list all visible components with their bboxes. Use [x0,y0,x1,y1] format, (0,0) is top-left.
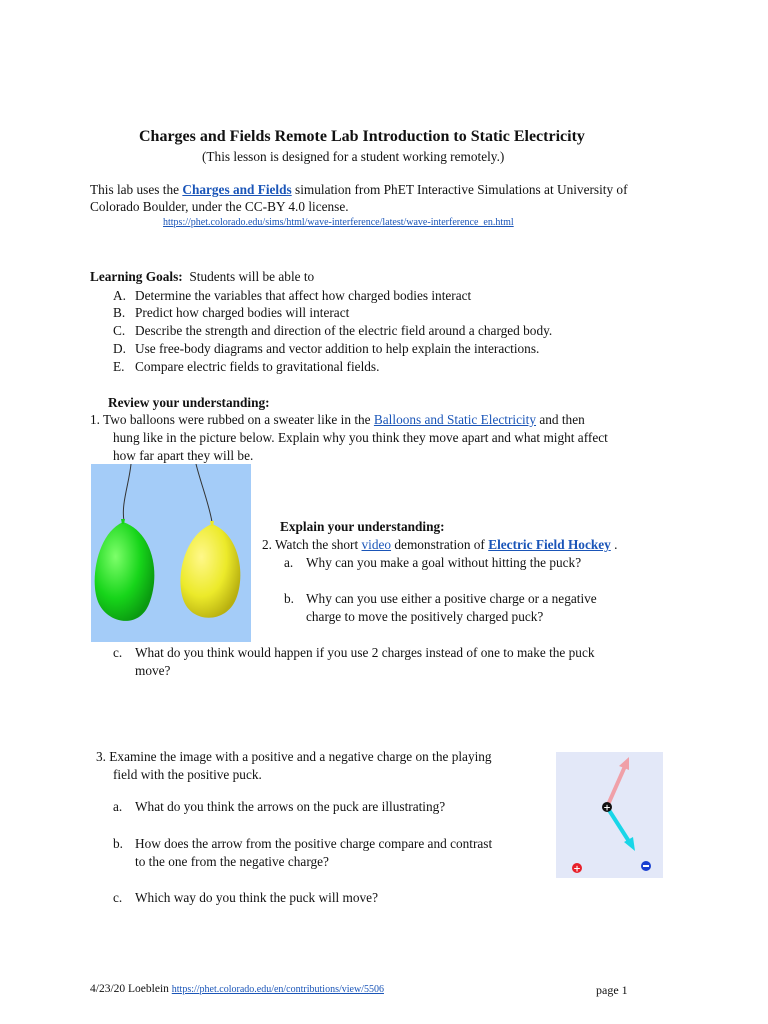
q3b-text: How does the arrow from the positive charge compare and contrast [135,836,493,851]
balloons-static-link[interactable]: Balloons and Static Electricity [373,412,537,427]
negative-charge-sign [643,865,649,867]
q2b-text: Why can you use either a positive charge or a negative [306,591,597,606]
question-3c [113,890,378,906]
question-2c [113,645,595,661]
question-1-line-2: hung like in the picture below. Explain why you think they move apart and what might affect [113,430,608,445]
goal-item [113,359,379,375]
intro-prefix: This lab uses the [90,182,180,197]
intro-line-1 [90,182,628,198]
field-hockey-image [556,752,663,878]
goal-marker: C. [113,323,126,338]
page-number: page 1 [596,983,628,997]
goal-text: Describe the strength and direction of the electric field around a charged body. [135,323,553,338]
question-3b [113,836,492,852]
balloons-image [91,464,251,642]
q1-suffix: and then [539,412,585,427]
footer-contribution-link[interactable]: https://phet.colorado.edu/en/contributions/view/5506 [171,984,384,995]
goal-text: Determine the variables that affect how charged bodies interact [135,288,472,303]
learning-goals-heading: Learning Goals: [90,269,183,284]
question-2b [284,591,597,607]
q2c-text: What do you think would happen if you use 2 charges instead of one to make the puck [135,645,595,660]
q2a-marker: a. [284,555,294,570]
q2-prefix: 2. Watch the short [262,537,359,552]
q3c-text: Which way do you think the puck will move? [135,890,378,905]
q1-prefix: 1. Two balloons were rubbed on a sweater like in the [90,412,371,427]
q2b-text-line2: charge to move the positively charged puck? [306,609,544,624]
puck-plus-sign: + [603,803,611,814]
goal-marker: D. [113,341,126,356]
question-2-line [262,537,617,553]
learning-goals-line [90,269,314,285]
q3b-marker: b. [113,836,123,851]
goal-item [113,323,552,339]
learning-goals-lead: Students will be able to [189,269,315,284]
page-title: Charges and Fields Remote Lab Introduction to Static Electricity [139,128,585,145]
footer-line [90,983,384,995]
goal-item [113,288,471,304]
q2-mid: demonstration of [394,537,485,552]
q3c-marker: c. [113,890,123,905]
q2c-marker: c. [113,645,123,660]
positive-charge-sign: + [573,864,581,875]
playing-field [556,752,663,878]
goal-text: Predict how charged bodies will interact [135,305,350,320]
charges-and-fields-link[interactable]: Charges and Fields [182,182,292,197]
goal-text: Compare electric fields to gravitational fields. [135,359,380,374]
question-2a [284,555,581,571]
goal-text: Use free-body diagrams and vector addition to help explain the interactions. [135,341,540,356]
question-3-line-2: field with the positive puck. [113,767,262,782]
question-1-line-1 [90,412,585,428]
explain-heading: Explain your understanding: [280,519,445,534]
goal-marker: A. [113,288,126,303]
question-1-line-3: how far apart they will be. [113,448,254,463]
footer-date: 4/23/20 Loeblein [90,983,169,995]
question-3-line-1: 3. Examine the image with a positive and a negative charge on the playing [96,749,492,764]
question-3a [113,799,445,815]
q2a-text: Why can you make a goal without hitting the puck? [306,555,582,570]
q3a-text: What do you think the arrows on the puck are illustrating? [135,799,446,814]
q3a-marker: a. [113,799,123,814]
intro-suffix: simulation from PhET Interactive Simulations at University of [295,182,628,197]
sim-url-link[interactable]: https://phet.colorado.edu/sims/html/wave-interference/latest/wave-interference_en.html [163,217,514,228]
page-subtitle: (This lesson is designed for a student working remotely.) [202,149,505,164]
video-link[interactable]: video [361,537,392,552]
q2-end: . [614,537,618,552]
q3b-text-line2: to the one from the negative charge? [135,854,329,869]
electric-field-hockey-link[interactable]: Electric Field Hockey [488,537,611,552]
goal-item [113,341,539,357]
q2c-text-line2: move? [135,663,171,678]
goal-marker: B. [113,305,126,320]
intro-line-2: Colorado Boulder, under the CC-BY 4.0 license. [90,199,349,214]
q2b-marker: b. [284,591,294,606]
goal-item [113,305,349,321]
review-heading: Review your understanding: [108,395,270,410]
goal-marker: E. [113,359,125,374]
